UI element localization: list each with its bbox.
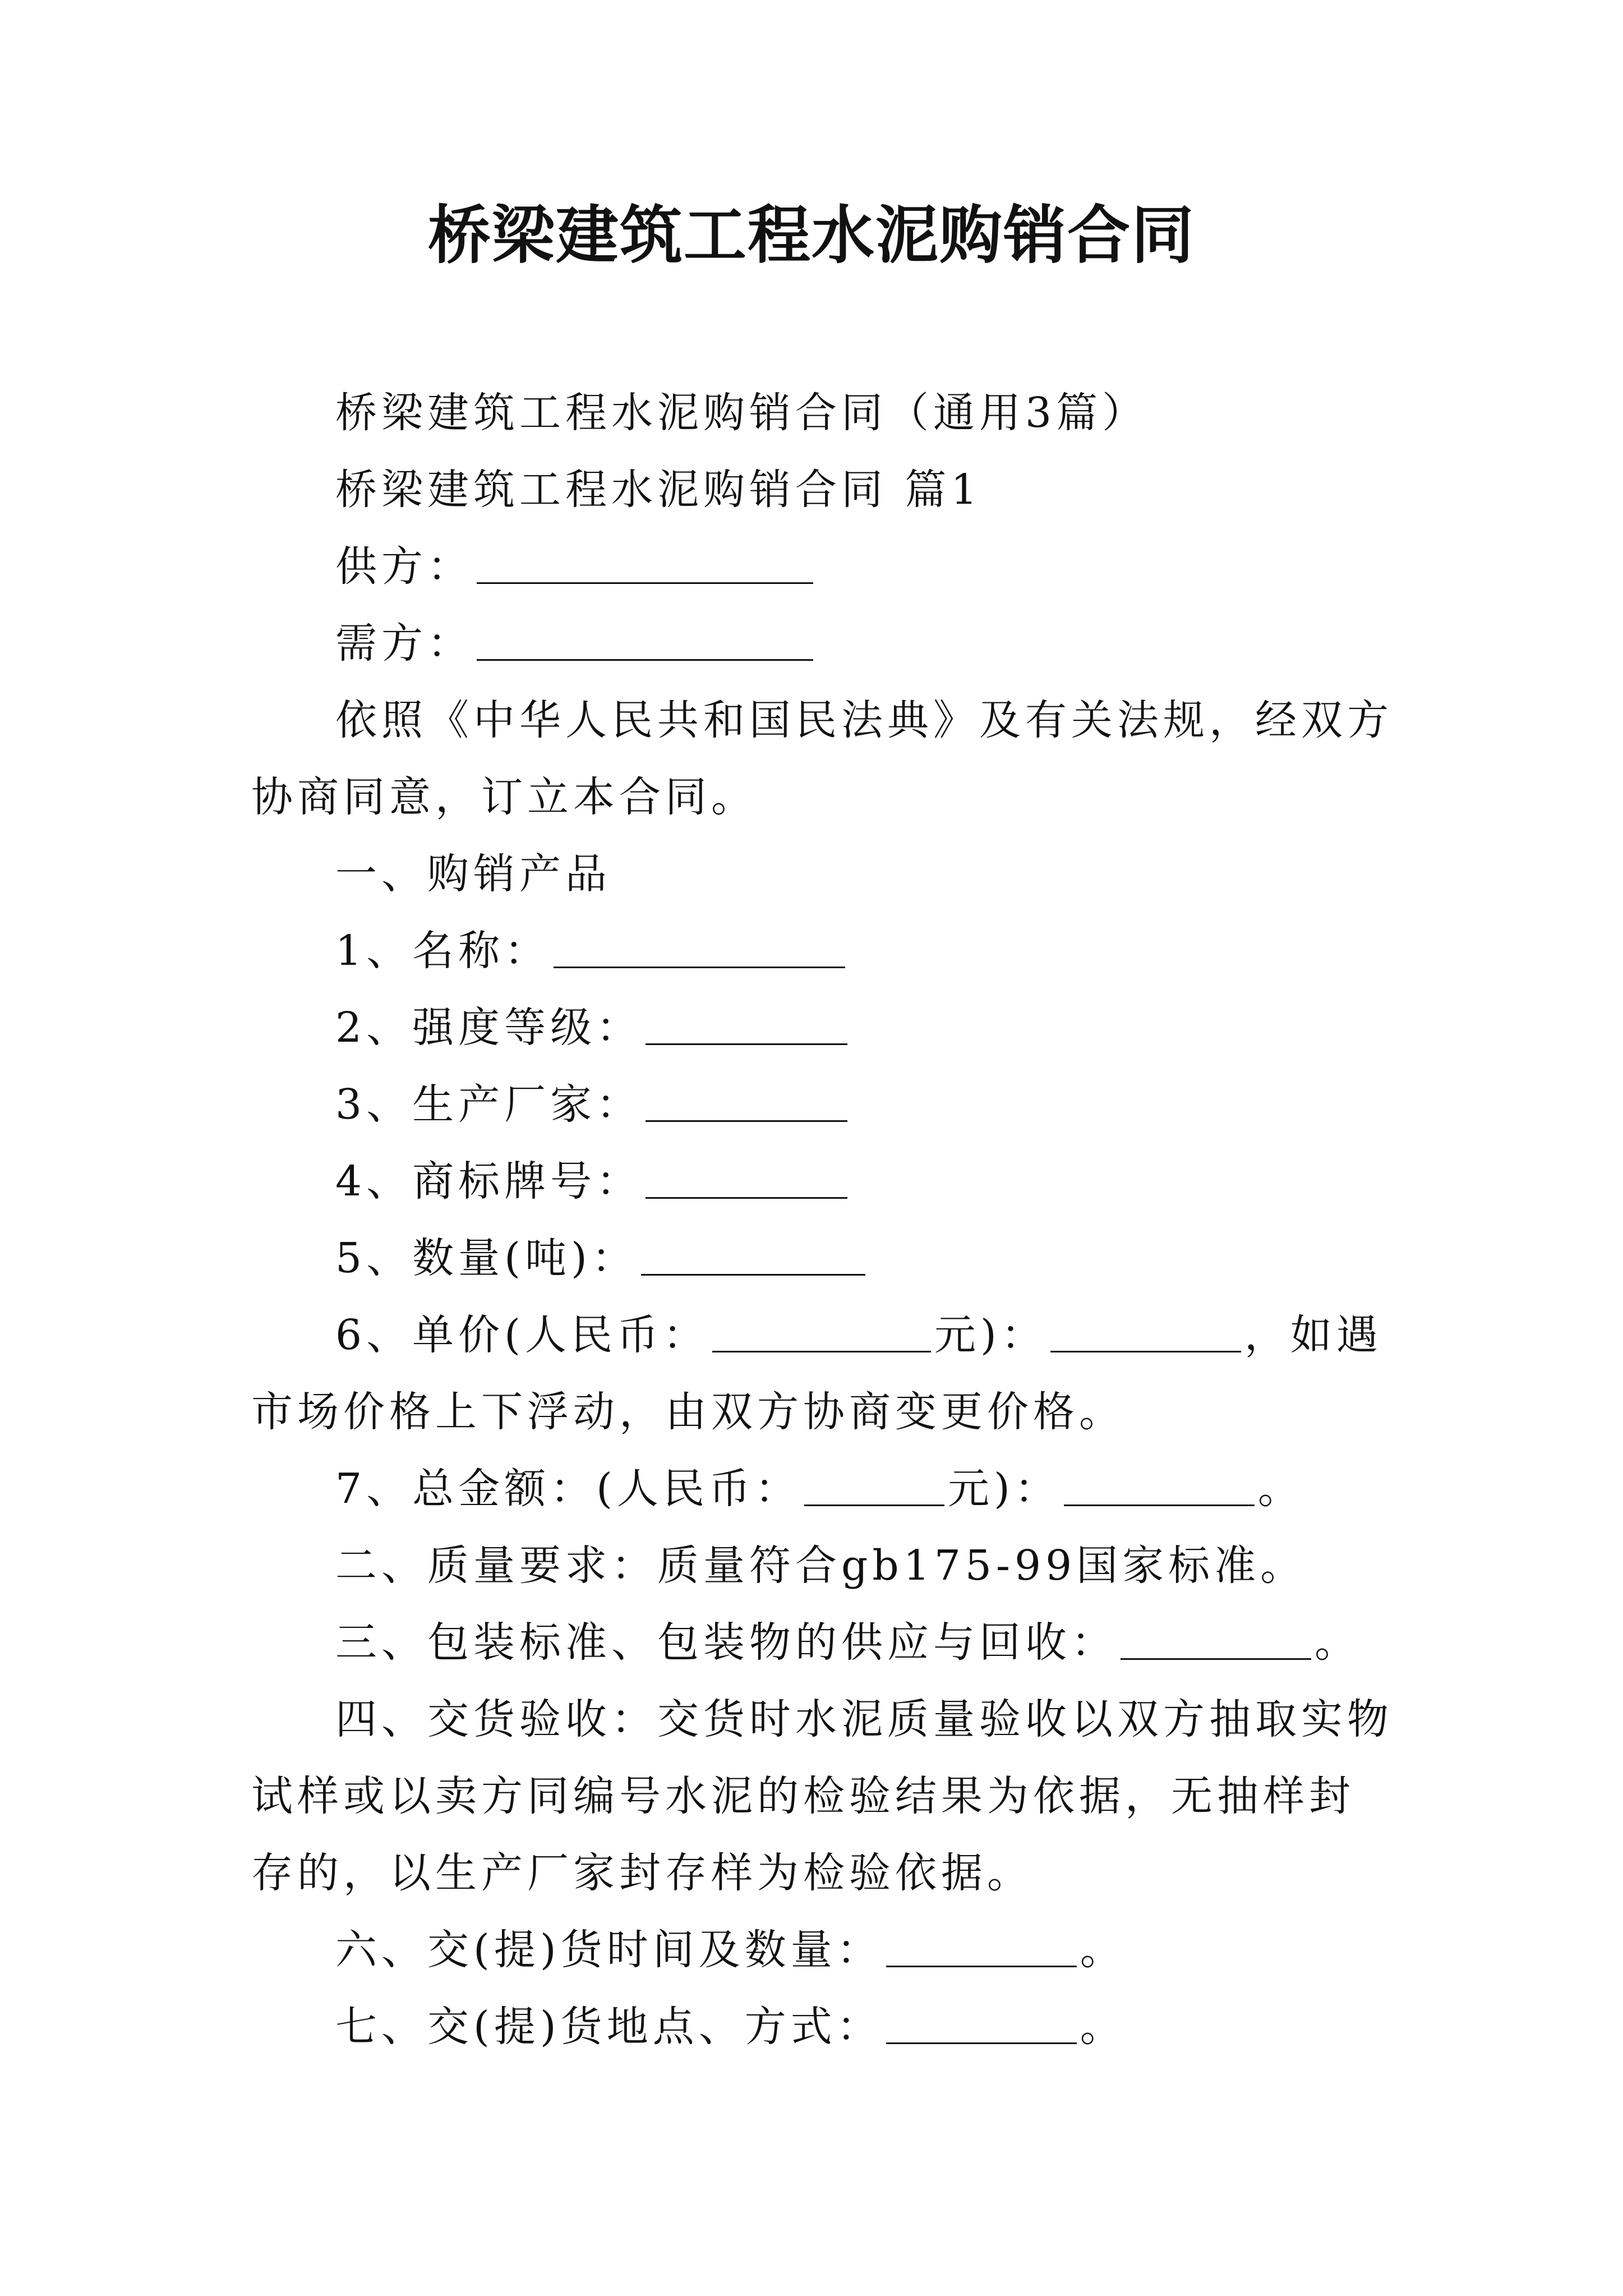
buyer-label: 需方：	[335, 619, 473, 668]
item6-part1: 6、单价(人民币：	[335, 1311, 709, 1359]
item1-label: 1、名称：	[335, 927, 551, 975]
item3-blank	[645, 1079, 847, 1122]
section3-line	[251, 1604, 1395, 1681]
item5-blank	[641, 1232, 865, 1276]
section4-paragraph: 四、交货验收：交货时水泥质量验收以双方抽取实物试样或以卖方同编号水泥的检验结果为依据，无抽样封存的，以生产厂家封存样为检验依据。	[251, 1695, 1393, 1897]
item6-price-blank	[1050, 1309, 1241, 1352]
item7-part3: 。	[1257, 1465, 1304, 1513]
item7-amount-blank	[1064, 1463, 1255, 1506]
item6-part2: 元)：	[934, 1311, 1047, 1359]
section1-heading: 一、购销产品	[335, 850, 611, 898]
section3-end: 。	[1315, 1618, 1361, 1667]
item7-part2: 元)：	[947, 1465, 1061, 1513]
section6-blank	[886, 1924, 1077, 1967]
section6-label: 六、交(提)货时间及数量：	[335, 1926, 883, 1974]
basis-paragraph: 依照《中华人民共和国民法典》及有关法规，经双方协商同意，订立本合同。	[251, 696, 1393, 821]
section7-label: 七、交(提)货地点、方式：	[335, 2003, 883, 2051]
supplier-label: 供方：	[335, 542, 473, 591]
buyer-line	[251, 605, 1395, 682]
item4-blank	[645, 1156, 847, 1199]
part-line: 桥梁建筑工程水泥购销合同 篇1	[335, 466, 982, 514]
section3-label: 三、包装标准、包装物的供应与回收：	[335, 1618, 1117, 1667]
item6-rmb-blank	[712, 1309, 931, 1352]
item2-label: 2、强度等级：	[335, 1004, 643, 1052]
section3-blank	[1121, 1617, 1311, 1660]
buyer-blank	[477, 618, 813, 661]
item7-rmb-blank	[804, 1463, 944, 1506]
item3-label: 3、生产厂家：	[335, 1080, 643, 1129]
section6-line	[251, 1912, 1395, 1989]
document-title: 桥梁建筑工程水泥购销合同	[428, 199, 1195, 272]
intro-line: 桥梁建筑工程水泥购销合同（通用3篇）	[335, 389, 1149, 437]
item4-line	[251, 1143, 1395, 1220]
item6-part3: ，如遇市场价格上下浮动，由双方协商变更价格。	[251, 1311, 1382, 1436]
section7-line	[251, 1989, 1395, 2065]
supplier-blank	[477, 541, 813, 584]
section7-blank	[886, 2001, 1077, 2044]
item2-blank	[645, 1002, 847, 1045]
item1-blank	[554, 925, 845, 968]
section7-end: 。	[1080, 2003, 1126, 2051]
section6-end: 。	[1080, 1926, 1126, 1974]
supplier-line	[251, 528, 1395, 605]
item1-line	[251, 913, 1395, 990]
item7-part1: 7、总金额：(人民币：	[335, 1465, 801, 1513]
item3-line	[251, 1066, 1395, 1143]
section2-line: 二、质量要求：质量符合gb175-99国家标准。	[335, 1542, 1307, 1590]
item4-label: 4、商标牌号：	[335, 1157, 643, 1205]
item5-label: 5、数量(吨)：	[335, 1234, 638, 1282]
document-body	[251, 375, 1395, 2065]
item2-line	[251, 990, 1395, 1066]
item7-line	[251, 1451, 1395, 1527]
item6-paragraph	[251, 1297, 1395, 1451]
item5-line	[251, 1220, 1395, 1297]
